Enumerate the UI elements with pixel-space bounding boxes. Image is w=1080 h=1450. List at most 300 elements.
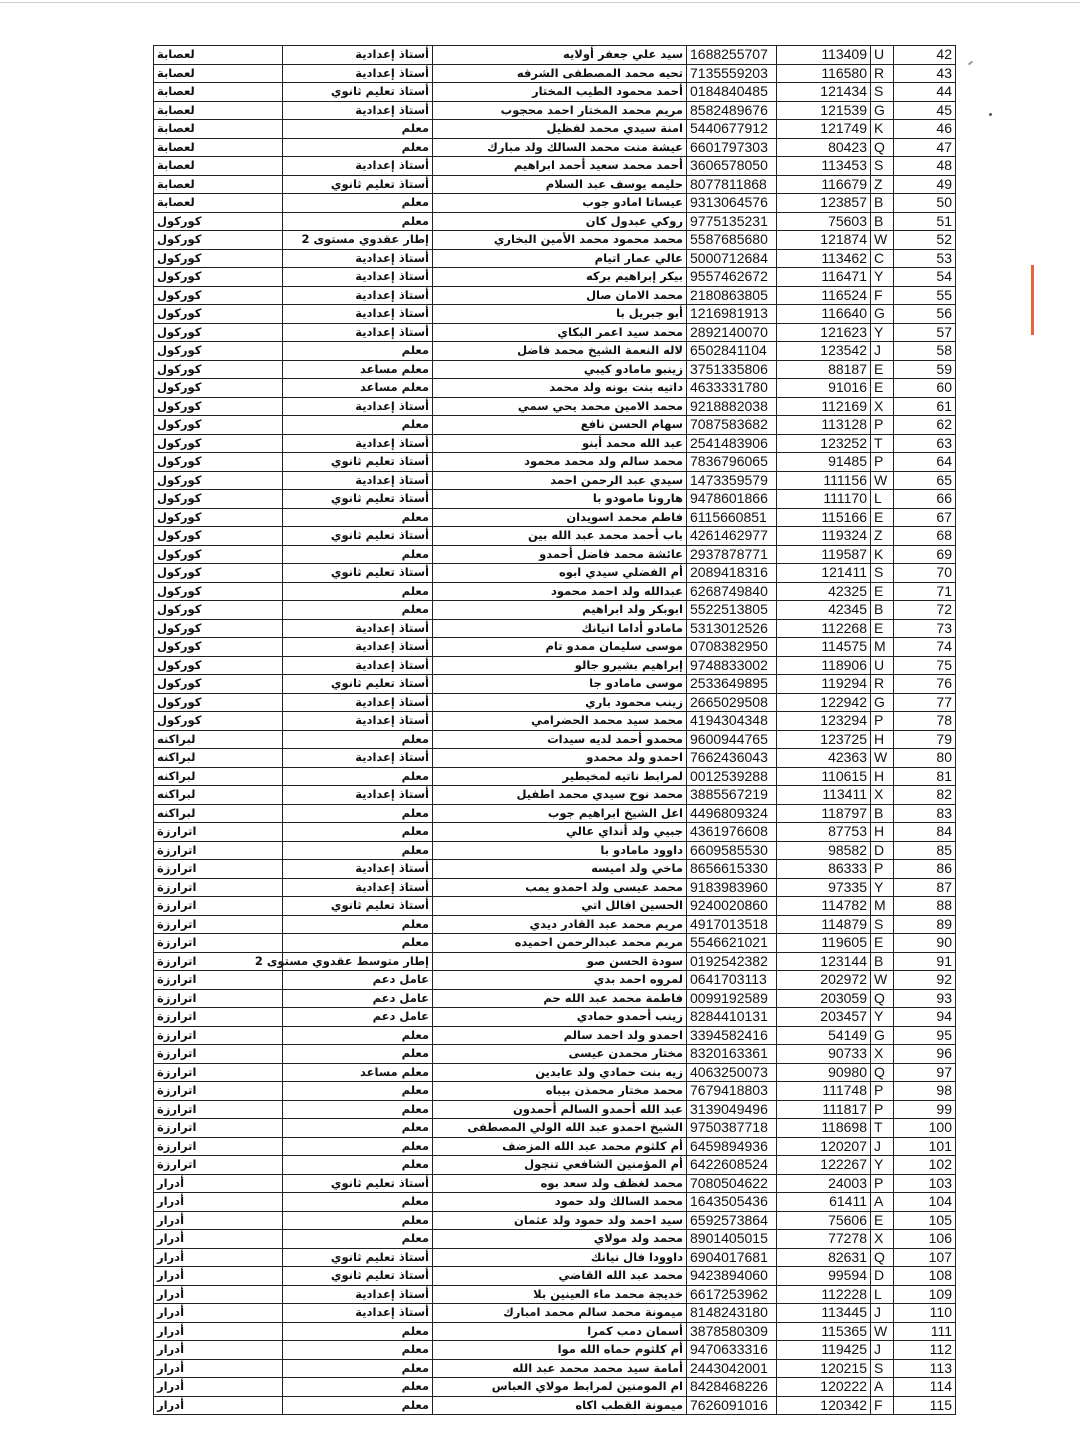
nni-cell: 9313064576	[687, 194, 777, 213]
nni-cell: 4633331780	[687, 379, 777, 398]
region-text: لعصابة	[157, 102, 195, 117]
index-cell: 69	[894, 545, 956, 564]
job-cell: معلم	[283, 934, 433, 953]
table-row	[154, 767, 956, 786]
matricule-cell: 120342	[777, 1396, 871, 1415]
region-cell	[154, 360, 283, 379]
region-cell	[154, 194, 283, 213]
letter-cell: E	[871, 582, 894, 601]
region-text: أدرار	[157, 1212, 185, 1227]
region-text: كوركول	[157, 657, 202, 672]
nni-cell: 6268749840	[687, 582, 777, 601]
job-cell: معلم	[283, 1211, 433, 1230]
nni-cell: 4496809324	[687, 804, 777, 823]
matricule-cell: 24003	[777, 1174, 871, 1193]
region-cell	[154, 1359, 283, 1378]
name-cell: عبدالله ولد احمد محمود	[433, 582, 687, 601]
letter-cell: E	[871, 934, 894, 953]
job-cell: أستاذ إعدادية	[283, 878, 433, 897]
region-text: كوركول	[157, 287, 202, 302]
region-text: لعصابة	[157, 158, 195, 173]
name-cell: محمد السالك ولد حمود	[433, 1193, 687, 1212]
job-cell: أستاذ تعليم ثانوي	[283, 675, 433, 694]
matricule-cell: 75606	[777, 1211, 871, 1230]
matricule-cell: 120207	[777, 1137, 871, 1156]
table-row	[154, 619, 956, 638]
table-row	[154, 971, 956, 990]
index-cell: 94	[894, 1008, 956, 1027]
job-cell: أستاذ تعليم ثانوي	[283, 1248, 433, 1267]
matricule-cell: 119294	[777, 675, 871, 694]
region-cell	[154, 231, 283, 250]
ink-dot	[989, 113, 992, 116]
region-cell	[154, 656, 283, 675]
region-cell	[154, 934, 283, 953]
job-cell: أستاذ إعدادية	[283, 101, 433, 120]
job-cell: أستاذ إعدادية	[283, 786, 433, 805]
nni-cell: 8656615330	[687, 860, 777, 879]
job-cell: معلم	[283, 1378, 433, 1397]
region-text: لبراكنه	[157, 750, 196, 765]
letter-cell: L	[871, 1285, 894, 1304]
index-cell: 43	[894, 64, 956, 83]
region-cell	[154, 1285, 283, 1304]
name-cell: فاطم محمد اسويدان	[433, 508, 687, 527]
name-cell: أم كلثوم محمد عبد الله المزضف	[433, 1137, 687, 1156]
job-cell: أستاذ إعدادية	[283, 305, 433, 324]
name-cell: حليمه يوسف عبد السلام	[433, 175, 687, 194]
letter-cell: H	[871, 767, 894, 786]
job-cell: معلم	[283, 1119, 433, 1138]
region-cell	[154, 915, 283, 934]
region-text: اترارزة	[157, 1046, 197, 1061]
nni-cell: 3606578050	[687, 157, 777, 176]
job-cell: معلم	[283, 212, 433, 231]
job-cell: أستاذ إعدادية	[283, 619, 433, 638]
nni-cell: 8320163361	[687, 1045, 777, 1064]
table-row	[154, 1378, 956, 1397]
matricule-cell: 119605	[777, 934, 871, 953]
letter-cell: B	[871, 601, 894, 620]
index-cell: 54	[894, 268, 956, 287]
letter-cell: J	[871, 1304, 894, 1323]
table-row	[154, 416, 956, 435]
nni-cell: 4261462977	[687, 527, 777, 546]
name-cell: إبراهيم بشيرو جالو	[433, 656, 687, 675]
index-cell: 42	[894, 46, 956, 65]
nni-cell: 6459894936	[687, 1137, 777, 1156]
job-cell: معلم	[283, 1230, 433, 1249]
matricule-cell: 123252	[777, 434, 871, 453]
name-cell: سيد احمد ولد حمود ولد عثمان	[433, 1211, 687, 1230]
table-row	[154, 545, 956, 564]
region-cell	[154, 268, 283, 287]
region-text: اترارزة	[157, 990, 197, 1005]
region-cell	[154, 1119, 283, 1138]
region-cell	[154, 638, 283, 657]
letter-cell: X	[871, 1230, 894, 1249]
letter-cell: F	[871, 1396, 894, 1415]
matricule-cell: 75603	[777, 212, 871, 231]
matricule-cell: 111156	[777, 471, 871, 490]
job-cell: أستاذ إعدادية	[283, 323, 433, 342]
job-cell: معلم	[283, 767, 433, 786]
nni-cell: 1216981913	[687, 305, 777, 324]
job-cell: معلم	[283, 1396, 433, 1415]
region-cell	[154, 342, 283, 361]
nni-cell: 2665029508	[687, 693, 777, 712]
matricule-cell: 113453	[777, 157, 871, 176]
table-row	[154, 1082, 956, 1101]
letter-cell: M	[871, 638, 894, 657]
job-cell: معلم	[283, 1156, 433, 1175]
region-cell	[154, 1378, 283, 1397]
region-text: كوركول	[157, 602, 202, 617]
letter-cell: P	[871, 1174, 894, 1193]
matricule-cell: 123294	[777, 712, 871, 731]
nni-cell: 4917013518	[687, 915, 777, 934]
table-row	[154, 323, 956, 342]
matricule-cell: 123857	[777, 194, 871, 213]
nni-cell: 7080504622	[687, 1174, 777, 1193]
job-cell: أستاذ تعليم ثانوي	[283, 1267, 433, 1286]
job-cell: معلم	[283, 1100, 433, 1119]
region-cell	[154, 1045, 283, 1064]
table-row	[154, 194, 956, 213]
name-cell: محمد سالم ولد محمد محمود	[433, 453, 687, 472]
matricule-cell: 91016	[777, 379, 871, 398]
table-row	[154, 1341, 956, 1360]
nni-cell: 5440677912	[687, 120, 777, 139]
table-row	[154, 64, 956, 83]
table-row	[154, 231, 956, 250]
region-cell	[154, 120, 283, 139]
region-cell	[154, 490, 283, 509]
index-cell: 62	[894, 416, 956, 435]
name-cell: عالي عمار اتيام	[433, 249, 687, 268]
job-cell: معلم	[283, 582, 433, 601]
job-cell: معلم	[283, 730, 433, 749]
letter-cell: E	[871, 619, 894, 638]
job-cell: معلم	[283, 1026, 433, 1045]
nni-cell: 0012539288	[687, 767, 777, 786]
table-row	[154, 212, 956, 231]
letter-cell: L	[871, 490, 894, 509]
nni-cell: 8077811868	[687, 175, 777, 194]
letter-cell: H	[871, 823, 894, 842]
region-cell	[154, 1026, 283, 1045]
nni-cell: 0099192589	[687, 989, 777, 1008]
region-cell	[154, 897, 283, 916]
table-row	[154, 1304, 956, 1323]
nni-cell: 9775135231	[687, 212, 777, 231]
name-cell: سهام الحسن نافع	[433, 416, 687, 435]
region-cell	[154, 212, 283, 231]
region-cell	[154, 841, 283, 860]
nni-cell: 4063250073	[687, 1063, 777, 1082]
region-cell	[154, 1008, 283, 1027]
nni-cell: 9423894060	[687, 1267, 777, 1286]
name-cell: محمد الامان صال	[433, 286, 687, 305]
region-cell	[154, 138, 283, 157]
index-cell: 89	[894, 915, 956, 934]
region-cell	[154, 1063, 283, 1082]
table-row	[154, 878, 956, 897]
index-cell: 111	[894, 1322, 956, 1341]
matricule-cell: 113128	[777, 416, 871, 435]
index-cell: 64	[894, 453, 956, 472]
matricule-cell: 122267	[777, 1156, 871, 1175]
matricule-cell: 113445	[777, 1304, 871, 1323]
page-top-edge	[0, 2, 1080, 3]
name-cell: أحمد محمود الطيب المختار	[433, 83, 687, 102]
nni-cell: 4361976608	[687, 823, 777, 842]
job-cell: أستاذ إعدادية	[283, 286, 433, 305]
letter-cell: A	[871, 1193, 894, 1212]
name-cell: مريم محمد عبدالرحمن احميده	[433, 934, 687, 953]
name-cell: محمد عبد الله القاضي	[433, 1267, 687, 1286]
region-cell	[154, 101, 283, 120]
region-text: كوركول	[157, 639, 202, 654]
name-cell: مامادو أداما انيانك	[433, 619, 687, 638]
letter-cell: C	[871, 249, 894, 268]
region-text: لعصابة	[157, 65, 195, 80]
name-cell: عيشة منت محمد السالك ولد مبارك	[433, 138, 687, 157]
table-row	[154, 1156, 956, 1175]
region-text: اترارزة	[157, 879, 197, 894]
name-cell: محمد نوح سيدي محمد اطفيل	[433, 786, 687, 805]
matricule-cell: 112228	[777, 1285, 871, 1304]
letter-cell: K	[871, 120, 894, 139]
matricule-cell: 114782	[777, 897, 871, 916]
job-cell: أستاذ إعدادية	[283, 1304, 433, 1323]
job-cell: معلم	[283, 416, 433, 435]
index-cell: 53	[894, 249, 956, 268]
table-row	[154, 453, 956, 472]
matricule-cell: 111748	[777, 1082, 871, 1101]
region-text: اترارزة	[157, 898, 197, 913]
region-text: اترارزة	[157, 1101, 197, 1116]
region-text: اترارزة	[157, 1120, 197, 1135]
matricule-cell: 118906	[777, 656, 871, 675]
region-text: لبراكنه	[157, 731, 196, 746]
letter-cell: S	[871, 157, 894, 176]
job-cell: معلم	[283, 915, 433, 934]
region-cell	[154, 1304, 283, 1323]
matricule-cell: 121539	[777, 101, 871, 120]
table-row	[154, 1230, 956, 1249]
region-cell	[154, 249, 283, 268]
job-cell: أستاذ تعليم ثانوي	[283, 564, 433, 583]
region-text: أدرار	[157, 1286, 185, 1301]
region-cell	[154, 1174, 283, 1193]
name-cell: أسمان دمب كمرا	[433, 1322, 687, 1341]
region-cell	[154, 1193, 283, 1212]
table-row	[154, 638, 956, 657]
letter-cell: P	[871, 860, 894, 879]
job-cell: معلم مساعد	[283, 1063, 433, 1082]
name-cell: محمدو أحمد لديه سيدات	[433, 730, 687, 749]
letter-cell: E	[871, 379, 894, 398]
matricule-cell: 115365	[777, 1322, 871, 1341]
job-cell: إطار عقدوي مستوى 2	[283, 231, 433, 250]
index-cell: 101	[894, 1137, 956, 1156]
name-cell: سيد علي جعفر أولايه	[433, 46, 687, 65]
index-cell: 77	[894, 693, 956, 712]
nni-cell: 9557462672	[687, 268, 777, 287]
table-row	[154, 1359, 956, 1378]
name-cell: زينب محمود باري	[433, 693, 687, 712]
table-row	[154, 693, 956, 712]
index-cell: 75	[894, 656, 956, 675]
nni-cell: 3139049496	[687, 1100, 777, 1119]
nni-cell: 2937878771	[687, 545, 777, 564]
job-cell: عامل دعم	[283, 971, 433, 990]
region-cell	[154, 971, 283, 990]
region-text: اترارزة	[157, 1083, 197, 1098]
index-cell: 114	[894, 1378, 956, 1397]
region-text: كوركول	[157, 713, 202, 728]
name-cell: محمد لغظف ولد سعد بوه	[433, 1174, 687, 1193]
region-text: كوركول	[157, 546, 202, 561]
matricule-cell: 112268	[777, 619, 871, 638]
index-cell: 46	[894, 120, 956, 139]
region-text: أدرار	[157, 1194, 185, 1209]
region-text: كوركول	[157, 528, 202, 543]
name-cell: فاطمة محمد عبد الله حم	[433, 989, 687, 1008]
letter-cell: Q	[871, 138, 894, 157]
index-cell: 83	[894, 804, 956, 823]
table-row	[154, 46, 956, 65]
index-cell: 88	[894, 897, 956, 916]
nni-cell: 9240020860	[687, 897, 777, 916]
name-cell: احمدو ولد محمدو	[433, 749, 687, 768]
letter-cell: J	[871, 342, 894, 361]
region-text: اترارزة	[157, 916, 197, 931]
letter-cell: U	[871, 656, 894, 675]
nni-cell: 8582489676	[687, 101, 777, 120]
table-row	[154, 1193, 956, 1212]
letter-cell: B	[871, 804, 894, 823]
name-cell: جبيي ولد أنداي عالي	[433, 823, 687, 842]
letter-cell: B	[871, 952, 894, 971]
name-cell: لمرابط ناتيه لمخيطير	[433, 767, 687, 786]
region-text: أدرار	[157, 1231, 185, 1246]
nni-cell: 5522513805	[687, 601, 777, 620]
nni-cell: 9478601866	[687, 490, 777, 509]
index-cell: 84	[894, 823, 956, 842]
name-cell: داتيه بنت بونه ولد محمد	[433, 379, 687, 398]
table-row	[154, 1267, 956, 1286]
matricule-cell: 91485	[777, 453, 871, 472]
name-cell: لمروه احمد بدي	[433, 971, 687, 990]
name-cell: الحسين افالل اتي	[433, 897, 687, 916]
name-cell: اعل الشيخ ابراهيم جوب	[433, 804, 687, 823]
letter-cell: K	[871, 545, 894, 564]
region-text: كوركول	[157, 417, 202, 432]
letter-cell: G	[871, 305, 894, 324]
nni-cell: 2892140070	[687, 323, 777, 342]
index-cell: 78	[894, 712, 956, 731]
job-cell: معلم	[283, 342, 433, 361]
job-cell: أستاذ إعدادية	[283, 712, 433, 731]
letter-cell: Q	[871, 989, 894, 1008]
letter-cell: D	[871, 841, 894, 860]
table-row	[154, 730, 956, 749]
letter-cell: A	[871, 1378, 894, 1397]
nni-cell: 6904017681	[687, 1248, 777, 1267]
table-row	[154, 915, 956, 934]
table-row	[154, 286, 956, 305]
job-cell: معلم	[283, 508, 433, 527]
matricule-cell: 122942	[777, 693, 871, 712]
nni-cell: 9600944765	[687, 730, 777, 749]
job-cell: معلم مساعد	[283, 379, 433, 398]
matricule-cell: 203457	[777, 1008, 871, 1027]
nni-cell: 6601797303	[687, 138, 777, 157]
matricule-cell: 111170	[777, 490, 871, 509]
letter-cell: X	[871, 397, 894, 416]
name-cell: امنة سيدي محمد لفظيل	[433, 120, 687, 139]
region-cell	[154, 286, 283, 305]
nni-cell: 5313012526	[687, 619, 777, 638]
matricule-cell: 114575	[777, 638, 871, 657]
matricule-cell: 121434	[777, 83, 871, 102]
index-cell: 52	[894, 231, 956, 250]
letter-cell: Y	[871, 323, 894, 342]
name-cell: أمامة سيد محمد محمد عبد الله	[433, 1359, 687, 1378]
matricule-cell: 119587	[777, 545, 871, 564]
job-cell: أستاذ تعليم ثانوي	[283, 1174, 433, 1193]
region-text: أدرار	[157, 1268, 185, 1283]
matricule-cell: 118698	[777, 1119, 871, 1138]
table-row	[154, 823, 956, 842]
region-cell	[154, 397, 283, 416]
nni-cell: 7836796065	[687, 453, 777, 472]
job-cell: معلم	[283, 1045, 433, 1064]
index-cell: 99	[894, 1100, 956, 1119]
job-cell: معلم	[283, 1341, 433, 1360]
name-cell: أم كلثوم حماه الله موا	[433, 1341, 687, 1360]
region-text: لعصابة	[157, 121, 195, 136]
region-text: كوركول	[157, 454, 202, 469]
letter-cell: G	[871, 693, 894, 712]
job-cell: أستاذ إعدادية	[283, 434, 433, 453]
region-text: أدرار	[157, 1397, 185, 1412]
index-cell: 86	[894, 860, 956, 879]
region-text: كوركول	[157, 694, 202, 709]
letter-cell: J	[871, 1341, 894, 1360]
table-row	[154, 1008, 956, 1027]
nni-cell: 6422608524	[687, 1156, 777, 1175]
index-cell: 51	[894, 212, 956, 231]
letter-cell: Q	[871, 1248, 894, 1267]
region-text: اترارزة	[157, 1138, 197, 1153]
table-row	[154, 952, 956, 971]
matricule-cell: 116679	[777, 175, 871, 194]
letter-cell: S	[871, 915, 894, 934]
table-row	[154, 1063, 956, 1082]
name-cell: زينب أحمدو حمادي	[433, 1008, 687, 1027]
matricule-cell: 123725	[777, 730, 871, 749]
table-row	[154, 434, 956, 453]
region-cell	[154, 1082, 283, 1101]
nni-cell: 7135559203	[687, 64, 777, 83]
letter-cell: P	[871, 712, 894, 731]
letter-cell: S	[871, 83, 894, 102]
nni-cell: 6617253962	[687, 1285, 777, 1304]
table-row	[154, 1137, 956, 1156]
